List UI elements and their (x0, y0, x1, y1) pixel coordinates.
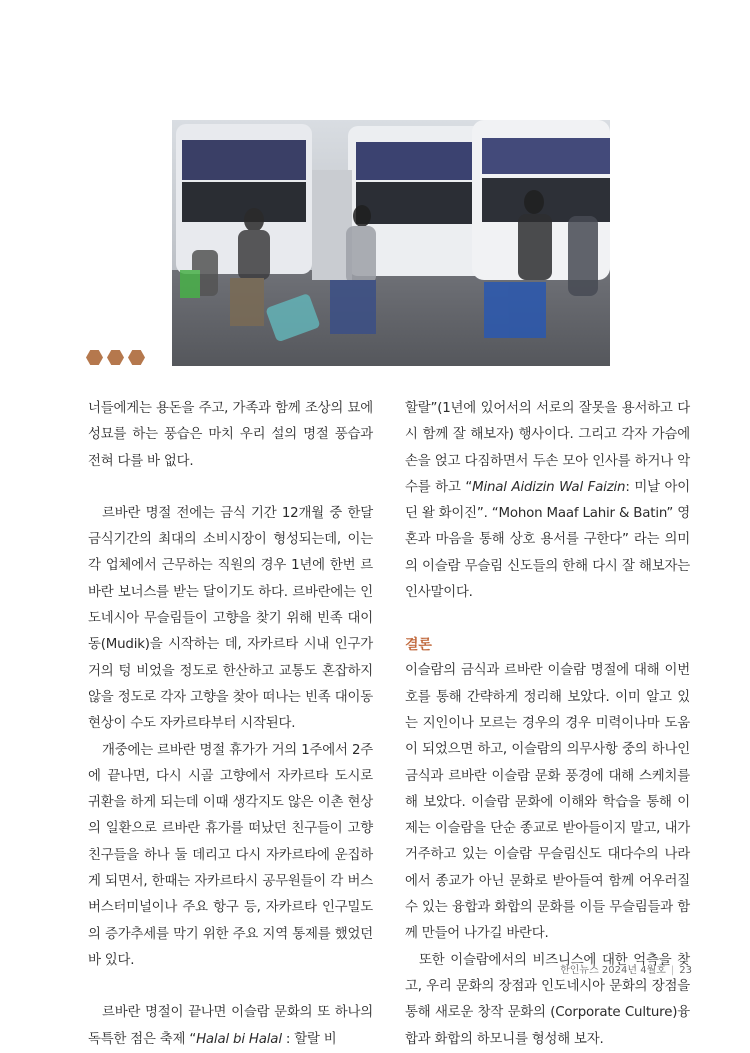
hexagon-icon (107, 350, 124, 365)
text-run: 르바란 명절이 끝나면 이슬람 문화의 또 하나의 독특한 점은 축제 “ (88, 1005, 373, 1047)
section-heading: 결론 (405, 637, 432, 654)
paragraph (405, 396, 690, 606)
page-number: 23 (679, 965, 692, 976)
italic-term: Halal bi Halal (196, 1031, 282, 1047)
paragraph: 이슬람의 금식과 르바란 이슬람 명절에 대해 이번호를 통해 간략하게 정리해 보았다. 이미 알고 있는 지인이나 모르는 경우의 경우 미력이나마 도움이 되었으면 하고, 이슬람의 의무사항 중의 하나인 금식과 르바란 이슬람 문화 풍경에 대해 스케치를 해 보았다. 이슬람 문화에 이해와 학습을 통해 이제는 이슬람을 단순 종교로 받아들이지 말고, 내가 거주하고 있는 이슬람 무슬림신도 대다수의 나라에서 종교가 아닌 문화로 받아들여 함께 어우러질 수 있는 융합과 화합의 문화를 이들 무슬림들과 함께 만들어 나가길 바란다. (405, 663, 690, 942)
publication-name: 한인뉴스 2024년 4월호 (560, 965, 666, 976)
decorative-hexagons (86, 350, 145, 365)
hexagon-icon (86, 350, 103, 365)
paragraph: 너들에게는 용돈을 주고, 가족과 함께 조상의 묘에 성묘를 하는 풍습은 마치 우리 설의 명절 풍습과 전혀 다를 바 없다. (88, 401, 373, 469)
paragraph (88, 1000, 373, 1053)
page-footer (560, 961, 692, 976)
right-column (405, 396, 690, 1053)
italic-term: Minal Aidizin Wal Faizin (472, 479, 626, 495)
hexagon-icon (128, 350, 145, 365)
paragraph: 또한 이슬람에서의 비즈니스에 대한 억측을 찾고, 우리 문화의 장점과 인도네시아 문화의 장점을 통해 새로운 창작 문화의 (Corporate Culture)융합과 화합의 하모니를 형성해 보자. (405, 952, 690, 1047)
text-run: : 할랄 비 (281, 1031, 337, 1047)
bus-terminal-photo (172, 120, 610, 366)
paragraph: 개중에는 르바란 명절 휴가가 거의 1주에서 2주에 끝나면, 다시 시골 고향에서 자카르타 도시로 귀환을 하게 되는데 이때 생각지도 않은 이촌 현상의 일환으로 르바란 휴가를 떠났던 친구들이 고향 친구들을 하나 둘 데리고 다시 자카르타에 운집하게 되면서, 한때는 자카르타시 공무원들이 각 버스 버스터미널이나 주요 항구 등, 자카르타 인구밀도의 증가추세를 막기 위한 주요 지역 통제를 했었던 바 있다. (88, 742, 373, 968)
left-column (88, 396, 373, 1053)
photo-illustration (172, 120, 610, 366)
paragraph: 르바란 명절 전에는 금식 기간 12개월 중 한달 금식기간의 최대의 소비시장이 형성되는데, 이는 각 업체에서 근무하는 직원의 경우 1년에 한번 르바란 보너스를 받는 달이기도 하다. 르바란에는 인도네시아 무슬림들이 고향을 찾기 위해 빈족 대이동(Mudik)을 시작하는 데, 자카르타 시내 인구가 거의 텅 비었을 정도로 한산하고 교통도 혼잡하지 않을 정도로 각자 고향을 찾아 떠나는 빈족 대이동 현상이 수도 자카르타부터 시작된다. (88, 505, 373, 732)
footer-separator: | (670, 965, 675, 976)
text-run: : 미날 아이딘 왈 화이진”. “Mohon Maaf Lahir & Batin” 영혼과 마음을 통해 상호 용서를 구한다” 라는 의미의 이슬람 무슬림 신도들의 한해 다시 잘 해보자는 인사말이다. (405, 479, 690, 601)
text-run: 할랄”(1년에 있어서의 서로의 잘못을 용서하고 다시 함께 잘 해보자) 행사이다. 그리고 각자 가슴에 손을 얹고 다짐하면서 두손 모아 인사를 하거나 악수를 하고 “ (405, 401, 690, 495)
